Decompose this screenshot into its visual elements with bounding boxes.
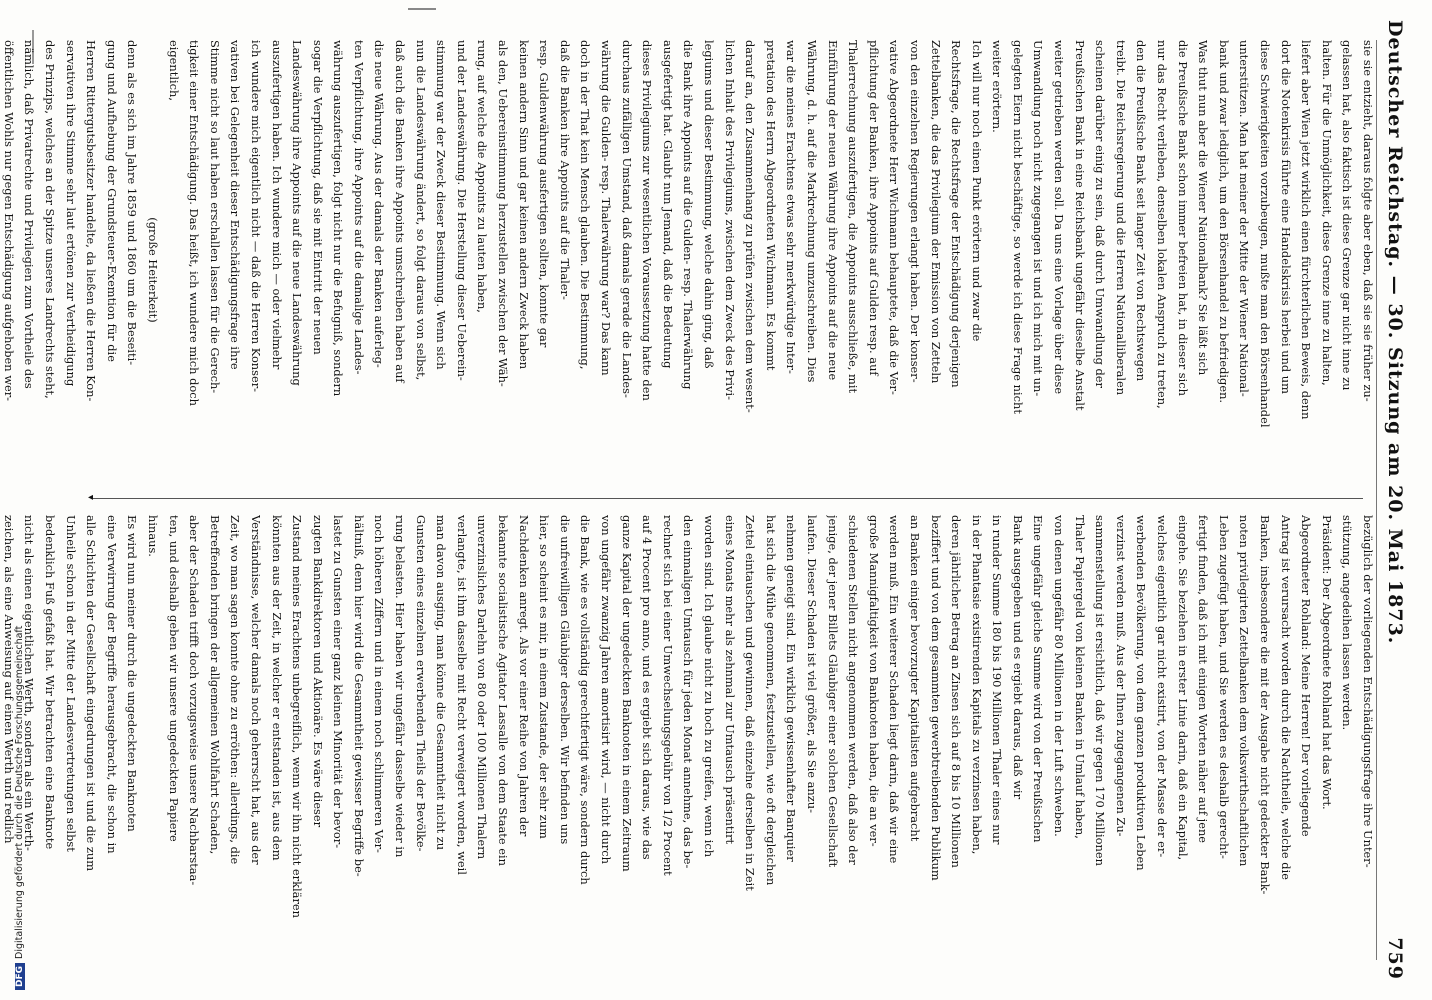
text-line: die unfreiwilligen Gläubiger derselben. Wir befinden uns (557, 515, 572, 845)
text-line: noch höheren Ziffern und in einem noch schlimmeren Ver- (372, 515, 387, 853)
text-line: den einmaligen Umtausch für jeden Monat annehme, das be- (681, 515, 696, 869)
text-line: welches eigentlich gar nicht existirt, von der Masse der er- (1155, 515, 1170, 858)
text-line: Leben zugefügt haben, und Sie werden es deshalb gerecht- (1216, 515, 1231, 859)
text-line: verzinst werden muß. Aus der Ihnen zugegangenen Zu- (1113, 515, 1128, 837)
text-line: legiums und dieser Bestimmung, welche dahin ging, daß (702, 40, 716, 369)
text-line: lastet zu Gunsten einer ganz kleinen Minorität der bevor- (331, 515, 346, 849)
text-line: doch in der That kein Mensch glauben. Die Bestimmung, (578, 40, 593, 370)
dfg-logo: DFG (15, 963, 25, 990)
text-line: vativen bei Gelegenheit dieser Entschädigungsfrage ihre (228, 40, 243, 370)
text-line: daß die Banken ihre Appoints auf die Thaler- (557, 40, 572, 300)
text-line: eines Monats mehr als zehnmal zur Umtausch präsentirt (722, 515, 737, 845)
text-line: ich wundere mich eigentlich nicht — daß die Herren Konser- (248, 40, 263, 393)
scan-mark (408, 8, 436, 10)
text-line: weiter erörtern. (990, 40, 1005, 133)
text-line: treibt. Die Reichsregierung und die Herren Nationalliberalen (1113, 40, 1128, 396)
text-line: fertigt finden, daß ich mit einigen Worten näher auf jene (1196, 515, 1211, 844)
text-line: halten. Für die Unmöglichkeit, diese Grenze inne zu halten, (1319, 40, 1334, 386)
text-line: Unheile schon in der Mitte der Landesvertretungen selbst (63, 515, 78, 852)
text-line: von denen ungefähr 80 Millionen in der Luft schweben. (1052, 515, 1067, 837)
text-line: nur das Recht verlieben, denselben lokalen Anspruch zu treten, (1155, 40, 1170, 409)
text-line: Nachdenken anregt. Als vor einer Reihe von Jahren der (516, 515, 531, 837)
text-line: nicht als einen eigentlichen Werth, sondern als ein Werth- (22, 515, 37, 851)
text-line: ten, und deshalb geben wir unsere ungedeckten Papiere (166, 515, 181, 842)
text-line: zugten Bankdirektoren und Aktionäre. Es wäre dieser (310, 515, 325, 828)
text-line: hinaus. (145, 515, 160, 557)
text-line: Es wird nun meiner durch die ungedeckten Banknoten (125, 515, 140, 832)
text-line: war die meines Erachtens etwas sehr merkwürdige Inter- (784, 40, 799, 374)
text-line: währung die Gulden- resp. Thalerwährung war? Das kann (599, 40, 614, 376)
text-line: in der Phantasie existirenden Kapitals zu verzinsen haben, (969, 515, 984, 855)
text-line: unverzinsliches Darlehn von 80 oder 100 Millionen Thalern (475, 515, 490, 860)
text-line: große Mannigfaltigkeit von Banknoten haben, die an ver- (866, 515, 881, 847)
text-line: eine Verwirrung der Begriffe herausgebracht, die schon in (104, 515, 119, 854)
text-line: von den einzelnen Regierungen erlangt haben. Der konser- (907, 40, 922, 383)
text-line: sammenstellung ist ersichtlich, daß wir gegen 170 Millionen (1093, 515, 1108, 866)
text-line: bedenklich Fuß gefaßt hat. Wir betrachten eine Banknote (43, 515, 57, 850)
text-line: rechnet sich bei einer Umwechselungsgebühr von 1/2 Procent (660, 515, 675, 876)
text-line: Preußischen Bank in eine Reichsbank ungefähr dieselbe Anstalt (1072, 40, 1087, 411)
text-line: die Bank ihre Appoints auf die Gulden- resp. Thalerwährung (681, 40, 696, 390)
text-line: in runder Summe 180 bis 190 Millionen Thaler eines nur (990, 515, 1005, 845)
text-line: schiedenen Stellen nicht angenommen werden, daß also der (846, 515, 861, 865)
text-line: Stimme nicht so laut haben erschallen lassen für die Gerech- (207, 40, 222, 394)
text-line: Präsident: Der Abgeordnete Rohland hat das Wort. (1319, 515, 1334, 810)
text-line: diese Schwierigkeiten vorzubeugen, mußte man den Börsenhandel (1258, 40, 1273, 428)
text-line: die Bank, wie es vollständig gerechtfertigt wäre, sondern durch (578, 515, 593, 885)
text-line: alle Schichten der Gesellschaft eingedrungen ist und die zum (84, 515, 99, 872)
page-header (1384, 20, 1406, 980)
text-line: hat sich die Mühe genommen, festzustellen, wie oft dergleichen (763, 515, 778, 886)
footer-text: Digitalisierung gefördert durch die Deutsche Forschungsgemeinschaft (14, 625, 25, 959)
text-line: Eine ungefähr gleiche Summe wird von der Preußischen (1031, 515, 1046, 843)
text-line: Ich will nur noch einen Punkt erörtern und zwar die (969, 40, 984, 342)
text-line: als den, Uebereinstimmung herzustellen zwischen der Wäh- (496, 40, 511, 387)
text-line: Thaler Papiergeld von kleinen Banken in Umlauf haben, (1072, 515, 1087, 839)
text-line: laufen. Dieser Schaden ist viel größer, als Sie anzu- (804, 515, 819, 813)
text-line: Zustand meines Erachtens unbegreiflich, wenn wir ihn nicht erklären (290, 515, 305, 918)
text-line: hältniß, denn hier wird die Gesammtheit gewisser Begriffe be- (351, 515, 366, 877)
text-line: werden muß. Ein weiterer Schaden liegt darin, daß wir eine (887, 515, 902, 864)
text-line: Herren Rittergutsbesitzer handelte, da ließen die Herren Kon- (84, 40, 99, 402)
text-line: eingehe. Sie beziehen in erster Linie darin, daß ein Kapital, (1175, 515, 1190, 861)
text-line: eigentlich, (166, 40, 181, 101)
footer-credit (14, 0, 25, 990)
text-line: stimmung war der Zweck dieser Bestimmung. Wenn sich (434, 40, 449, 370)
text-line: denn als es sich im Jahre 1859 und 1860 um die Beseiti- (125, 40, 140, 366)
text-line: den die Preußische Bank seit langer Zeit von Rechtswegen (1134, 40, 1149, 382)
text-line: nämlich, daß Privatrechte und Privilegien zum Vortheile des (22, 40, 37, 389)
text-line: Landeswährung ihre Appoints auf die neue Landeswährung (290, 40, 305, 386)
text-line: Betreffenden bringen der allgemeinen Wohlfahrt Schaden, (207, 515, 222, 855)
text-line: und der Landeswährung. Die Herstellung dieser Ueberein- (454, 40, 469, 381)
text-line: stützung, angedeihen lassen werden. (1340, 515, 1355, 731)
text-line: scheinen darüber einig zu sein, daß durch Umwandlung der (1093, 40, 1108, 388)
text-line: auf 4 Procent pro anno, und es ergiebt sich daraus, wie das (640, 515, 655, 860)
page-title: Deutscher Reichstag. — 30. Sitzung am 20. Mai 1873. (1384, 20, 1406, 645)
text-line: Währung, d. h. auf die Markrechnung umzuschreiben. Dies (804, 40, 819, 383)
text-line: Einführung der neuen Währung ihre Appoints auf die neue (825, 40, 840, 381)
text-line: Zeit, wo man sagen konnte ohne zu erröthen: allerdings, die (228, 515, 243, 865)
text-line: Rechtsfrage, die Rechtsfrage der Entschädigung derjenigen (949, 40, 964, 388)
text-line: werbenden Bevölkerung, von dem ganzen produktiven Leben (1134, 515, 1149, 871)
text-line: keinen andern Sinn und gar keinen andern Zweck haben (516, 40, 531, 370)
text-line: jenige, der jener Billets Gläubiger einer solchen Gesellschaft (825, 515, 840, 868)
text-line: (große Heiterkeit) (145, 217, 160, 323)
text-line: ganze Kapital der ungedeckten Banknoten in einem Zeitraum (619, 515, 634, 872)
text-line: darauf an, den Zusammenhang zu prüfen zwischen dem wesent- (743, 40, 758, 413)
text-line: Zettelbanken, die das Privilegium der Emission von Zetteln (928, 40, 943, 384)
text-line: noten privilegirten Zettelbanken dem volkswirthschaftlichen (1237, 515, 1252, 867)
text-line: lichen Inhalt des Privilegiums, zwischen dem Zweck des Privi- (722, 40, 737, 400)
text-line: bezüglich der vorliegenden Entschädigungsfrage ihre Unter- (1361, 515, 1375, 868)
text-line: bank und zwar lediglich, um den Börsenhandel zu befriedigen. (1216, 40, 1231, 404)
text-line: Zettel eintauschen und gewinnen, daß einzelne derselben in Zeit (743, 515, 758, 891)
text-line: ausgefertigt hat. Glaubt nun Jemand, daß die Bedeutung (660, 40, 675, 369)
text-line: rung, auf welche die Appoints zu lauten haben, (475, 40, 490, 313)
text-line: Bank ausgegeben und es ergiebt daraus, daß wir (1010, 515, 1025, 800)
text-line: gelegten Eiern nicht beschäftige, so werde ich diese Frage nicht (1010, 40, 1025, 414)
text-line: servativen ihre Stimme sehr laut ertönen zur Vertheidigung (63, 40, 78, 387)
text-line: man davon ausging, man könne die Gesammtheit nicht zu (434, 515, 449, 851)
text-line: pretation des Herrn Abgeordneten Wichmann. Es kommt (763, 40, 778, 371)
text-line: ten Verpflichtung, ihre Appoints auf die damalige Landes- (351, 40, 366, 375)
text-line: Was thut nun aber die Wiener Nationalbank? Sie läßt sich (1196, 40, 1211, 376)
text-line: nun die Landeswährung ändert, so folgt daraus von selbst, (413, 40, 428, 381)
text-line: gelassen hat, also faktisch ist diese Grenze gar nicht inne zu (1340, 40, 1355, 391)
text-line: weiter getrieben werden soll. Da uns eine Vorlage über diese (1052, 40, 1067, 395)
text-line: Gunsten eines einzelnen erwerbenden Theils der Bevölke- (413, 515, 428, 852)
page-number: 759 (1384, 937, 1406, 980)
text-line: unterstützen. Man hat meiner der Mitte der Wiener National- (1237, 40, 1252, 397)
text-line: aber der Schaden trifft doch vorzugsweise unsere Nachbarstaa- (187, 515, 202, 886)
text-line: könnten aus der Zeit, in welcher er entstanden ist, aus dem (269, 515, 284, 861)
text-line: nehmen geneigt sind. Ein wirklich gewissenhafter Banquier (784, 515, 799, 862)
text-line: Verständnisse, welcher damals noch geherrscht hat, aus der (248, 515, 263, 865)
text-line: vative Abgeordnete Herr Wichmann behauptete, daß die Ver- (887, 40, 902, 395)
text-column-right (0, 515, 1378, 985)
text-line: von ungefähr zwanzig Jahren amortisirt wird, — nicht durch (599, 515, 614, 864)
text-line: dort die Notenkrisis führte eine Handelskrisis herbei und um (1278, 40, 1293, 394)
text-line: die neue Währung. Aus der damals der Banken auferleg- (372, 40, 387, 368)
text-line: an Banken einiger bevorzugter Kapitalisten aufgebracht (907, 515, 922, 842)
text-line: Antrag ist verursacht worden durch die Nachtheile, welche die (1278, 515, 1293, 880)
text-line: die Preußische Bank schon immer befreien hat, in dieser sich (1175, 40, 1190, 396)
text-line: daß auch die Banken ihre Appoints umschreiben haben auf (393, 40, 408, 383)
text-line: liefert aber Wien jetzt wirklich einen fürchterlichen Beweis, denn (1299, 40, 1314, 420)
text-column-left (0, 40, 1378, 500)
text-line: währung auszufertigen, folgt nicht nur die Befugniß, sondern (331, 40, 346, 397)
divider-arrow-icon: ◂ (88, 492, 94, 503)
text-line: pflichtung der Banken, ihre Appoints auf Gulden resp. auf (866, 40, 881, 376)
text-line: gung und Aufhebung der Grundsteuer-Exemtion für die (104, 40, 119, 362)
text-line: Banken, insbesondere die mit der Ausgabe nicht gedeckter Bank- (1258, 515, 1273, 895)
text-line: Umwandlung noch nicht zugegangen ist und ich mich mit un- (1031, 40, 1046, 397)
text-line: tigkeit einer Entschädigung. Das heißt, ich wundere mich doch (187, 40, 202, 406)
text-line: beziffert und von dem gesammten gewerbtreibenden Publikum (928, 515, 943, 881)
text-line: auszufertigen haben. Ich wundere mich — oder vielmehr (269, 40, 284, 370)
text-line: verlangte, ist ihm dasselbe mit Recht verweigert worden, weil (454, 515, 469, 875)
text-line: bekannte socialistische Agitator Lassalle von dem Staate ein (496, 515, 511, 866)
text-line: durchaus zufälligen Umstand, daß damals gerade die Landes- (619, 40, 634, 398)
text-line: rung belasten. Hier haben wir ungefähr dasselbe wieder in (393, 515, 408, 858)
text-line: deren jährlicher Betrag an Zinsen sich auf 8 bis 10 Millionen (949, 515, 964, 868)
text-line: öffentlichen Wohls nur gegen Entschädigung aufgehoben wer- (1, 40, 16, 402)
text-line: resp. Guldenwährung ausfertigen sollten, konnte gar (537, 40, 552, 348)
text-line: Abgeordneter Rohland: Meine Herren! Der vorliegende (1299, 515, 1314, 837)
text-line: sie sie entzieht, daraus folgte aber eben, daß sie sie früher zu- (1361, 40, 1375, 402)
text-line: hier, so scheint es mir, in einem Zustande, der sehr zum (537, 515, 552, 839)
text-line: worden sind. Ich glaube nicht zu hoch zu greifen, wenn ich (702, 515, 716, 858)
text-line: dieses Privilegiums zur wesentlichen Voraussetzung hatte den (640, 40, 655, 401)
text-line: sogar die Verpflichtung, daß sie mit Eintritt der neuen (310, 40, 325, 355)
text-line: zeichen, als eine Anweisung auf einen Werth und redlich (1, 515, 16, 844)
text-line: Thalerrechnung auszufertigen, die Appoints ausschließe, mit (846, 40, 861, 394)
text-line: des Prinzips, welches an der Spitze unseres Landrechts steht, (43, 40, 57, 399)
